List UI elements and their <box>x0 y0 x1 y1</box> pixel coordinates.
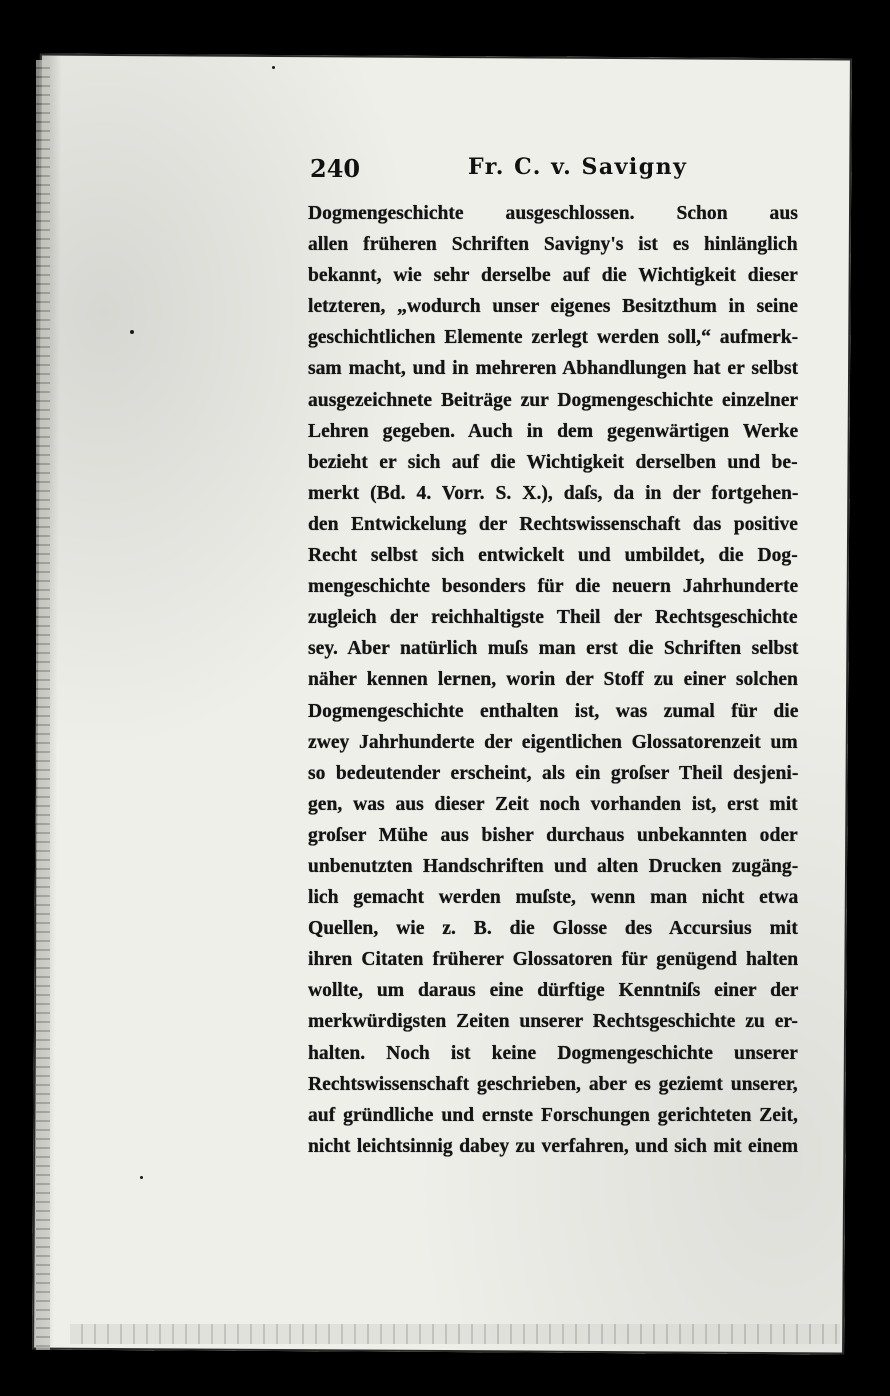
text-line: groſser Mühe aus bisher durchaus unbekannten oder <box>308 824 798 846</box>
text-line: so bedeutender erscheint, als ein groſser Theil desjeni- <box>308 762 799 784</box>
text-line: Quellen, wie z. B. die Glosse des Accursius mit <box>308 918 798 940</box>
text-line: Recht selbst sich entwickelt und umbildet, die Dog- <box>308 545 798 567</box>
text-line: nicht leichtsinnig dabey zu verfahren, und sich mit einem <box>308 1135 799 1157</box>
text-line: den Entwickelung der Rechtswissenschaft das positive <box>308 513 798 535</box>
text-line: halten. Noch ist keine Dogmengeschichte unserer <box>308 1042 798 1064</box>
text-line: auf gründliche und ernste Forschungen gerichteten Zeit, <box>308 1104 798 1126</box>
text-line: sey. Aber natürlich muſs man erst die Schriften selbst <box>308 638 799 660</box>
running-head: Fr. C. v. Savigny <box>468 154 688 180</box>
text-line: Rechtswissenschaft geschrieben, aber es geziemt unserer, <box>308 1073 798 1095</box>
page-edge-bottom <box>70 1324 840 1344</box>
page-number: 240 <box>310 154 361 183</box>
text-line: geschichtlichen Elemente zerlegt werden soll,“ aufmerk- <box>308 327 799 349</box>
ink-speck <box>272 66 275 69</box>
text-line: näher kennen lernen, worin der Stoff zu einer solchen <box>308 669 798 691</box>
ink-speck <box>130 330 134 334</box>
text-line: Dogmengeschichte ausgeschlossen. Schon aus <box>308 203 798 224</box>
text-line: bezieht er sich auf die Wichtigkeit derselben und be- <box>308 451 798 473</box>
text-line: ihren Citaten früherer Glossatoren für genügend halten <box>308 949 799 971</box>
text-line: Dogmengeschichte enthalten ist, was zumal für die <box>308 700 799 722</box>
text-line: mengeschichte besonders für die neuern Jahrhunderte <box>308 576 799 598</box>
text-line: ausgezeichnete Beiträge zur Dogmengeschichte einzelner <box>308 389 799 411</box>
text-line: wollte, um daraus eine dürftige Kenntniſs einer der <box>308 980 799 1002</box>
text-line: unbenutzten Handschriften und alten Drucken zugäng- <box>308 855 799 877</box>
text-line: merkwürdigsten Zeiten unserer Rechtsgeschichte zu er- <box>308 1011 798 1033</box>
text-line: bekannt, wie sehr derselbe auf die Wichtigkeit dieser <box>308 265 798 287</box>
text-line: merkt (Bd. 4. Vorr. S. X.), daſs, da in der fortgehen- <box>308 482 799 504</box>
text-line: lich gemacht werden muſste, wenn man nicht etwa <box>308 887 799 909</box>
page-header <box>310 148 805 188</box>
text-line: allen früheren Schriften Savigny's ist es hinlänglich <box>308 234 798 256</box>
ink-speck <box>140 1176 143 1179</box>
text-line: zugleich der reichhaltigste Theil der Rechtsgeschichte <box>308 607 798 629</box>
body-text <box>308 198 798 1162</box>
text-line: letzteren, „wodurch unser eigenes Besitzthum in seine <box>308 296 798 318</box>
page-edge-left <box>36 60 50 1350</box>
text-line: Lehren gegeben. Auch in dem gegenwärtigen Werke <box>308 420 799 442</box>
text-line: sam macht, und in mehreren Abhandlungen hat er selbst <box>308 358 799 380</box>
text-line: zwey Jahrhunderte der eigentlichen Glossatorenzeit um <box>308 731 798 753</box>
text-line: gen, was aus dieser Zeit noch vorhanden ist, erst mit <box>308 793 798 815</box>
